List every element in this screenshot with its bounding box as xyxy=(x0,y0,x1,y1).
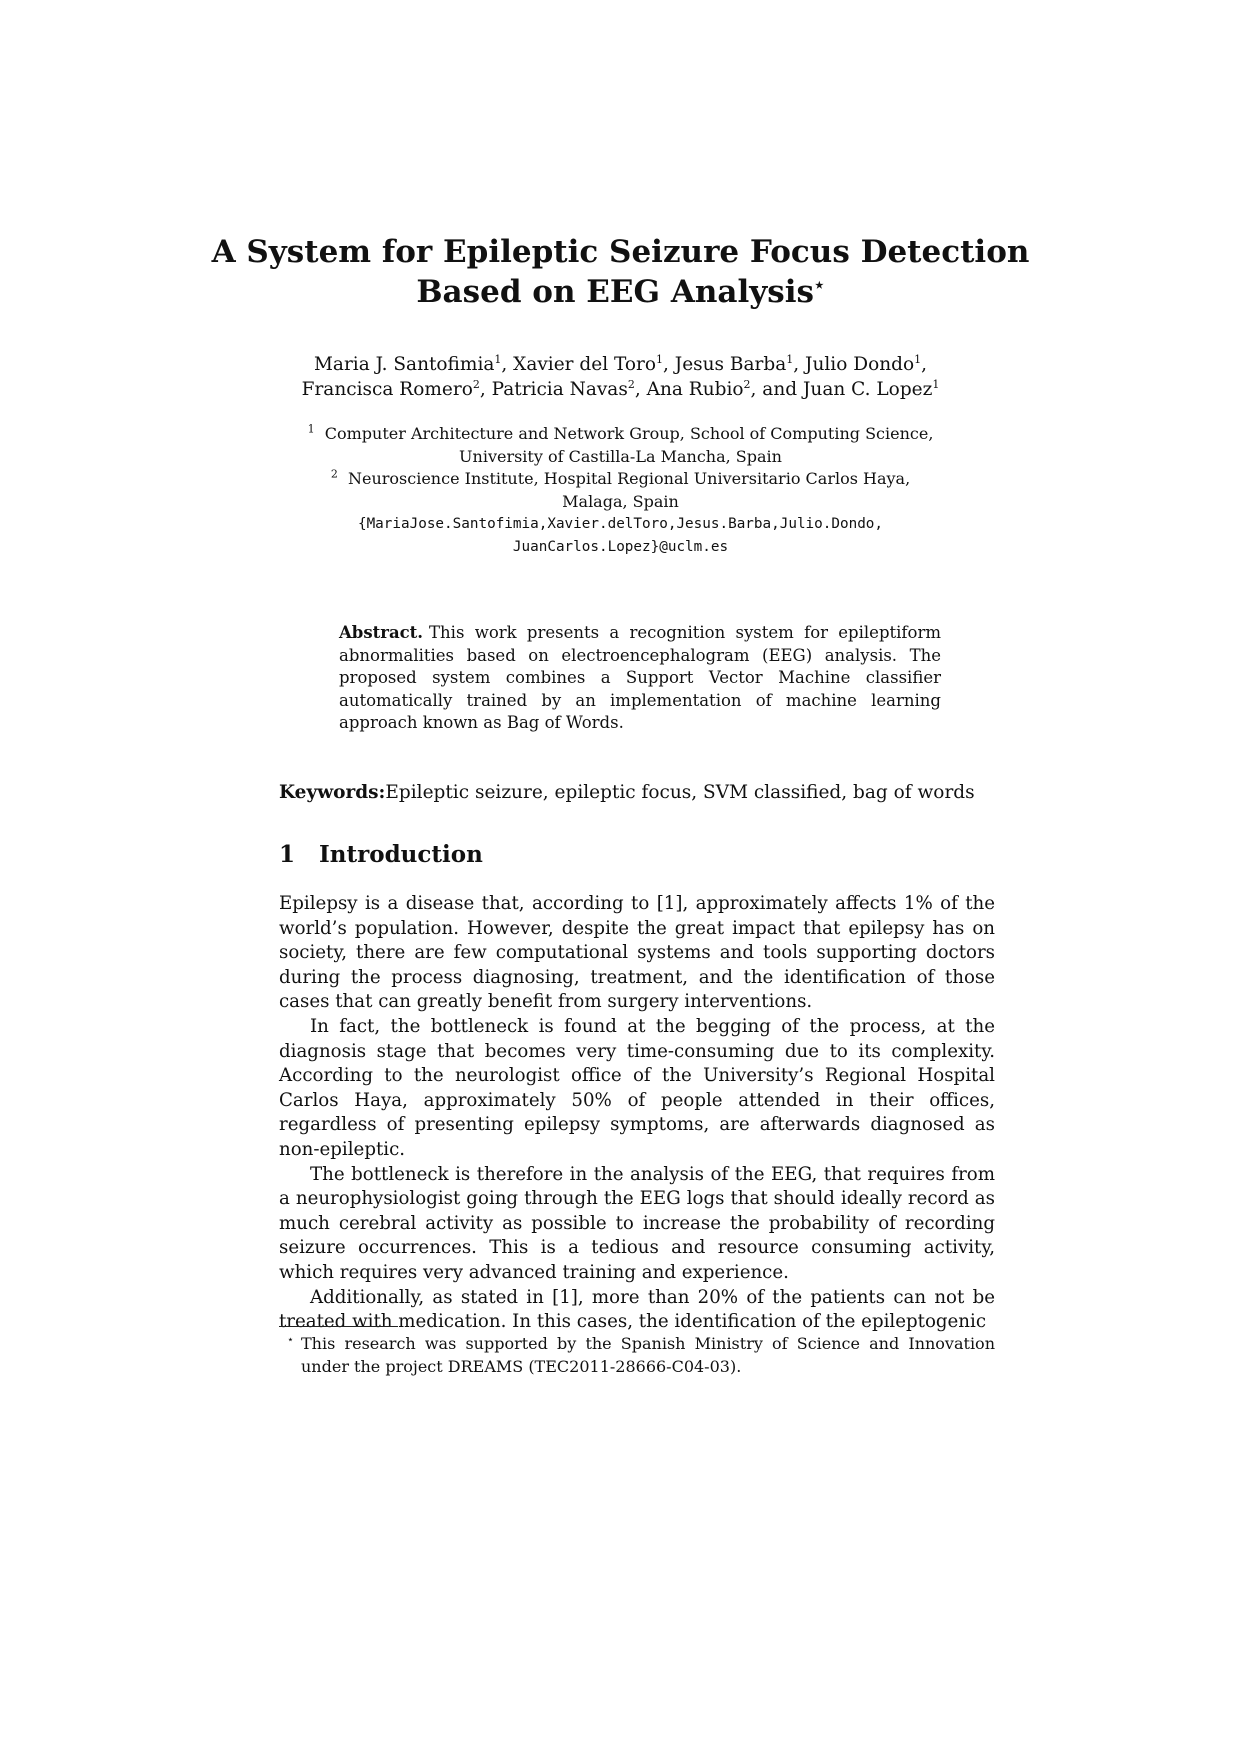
paragraph: The bottleneck is therefore in the analysis of the EEG, that requires from a neurophysiologist going through the EEG logs that should ideally record as much cerebral activity as possible to increase the probability of recording seizure occurrences. This is a tedious and resource consuming activity, which requires very advanced training and experience. xyxy=(279,1163,995,1283)
section-title: Introduction xyxy=(319,841,483,868)
author-list: Maria J. Santofimia$^1$, Xavier del Toro$^1$, Jesus Barba$^1$, Julio Dondo$^1$, Francisca Romero$^2$, Patricia Navas$^2$, Ana Rubio$^2$, and Juan C. Lopez$^1$ xyxy=(301,352,940,400)
author-name: Maria J. Santofimia xyxy=(313,354,495,375)
affiliation-1-number: 1 xyxy=(307,422,315,436)
paragraph: Additionally, as stated in [1], more than 20% of the patients can not be treated with medication. In this cases, the identification of the epileptogenic xyxy=(279,1286,995,1333)
paragraph: In fact, the bottleneck is found at the begging of the process, at the diagnosis stage that becomes very time-consuming due to its complexity. According to the neurologist office of the University’s Regional Hospital Carlos Haya, approximately 50% of people attended in their offices, regardless of presenting epilepsy symptoms, are afterwards diagnosed as non-epileptic. xyxy=(279,1015,995,1160)
abstract-text: This work presents a recognition system for epileptiform abnormalities based on electroencephalogram (EEG) analysis. The proposed system combines a Support Vector Machine classifier automatically trained by an implementation of machine learning approach known as Bag of Words. xyxy=(339,623,941,733)
footnote: ⋆ This research was supported by the Spanish Ministry of Science and Innovation under the project DREAMS (TEC2011-28666-C04-03). xyxy=(287,1332,995,1376)
affiliation-2-line-2: Malaga, Spain xyxy=(562,491,679,511)
title-footnote-marker: ⋆ xyxy=(813,275,825,296)
title-line-2-text: Based on EEG Analysis xyxy=(416,274,814,310)
intro-body xyxy=(279,892,995,1335)
author-name: Ana Rubio xyxy=(646,379,744,400)
keywords-text: Epileptic seizure, epileptic focus, SVM classified, bag of words xyxy=(385,782,975,803)
author-name: Patricia Navas xyxy=(491,379,628,400)
keywords-label: Keywords: xyxy=(279,782,386,803)
author-affiliation: 1 xyxy=(494,352,502,366)
section-heading xyxy=(279,840,483,870)
author-affiliation: 1 xyxy=(656,352,664,366)
abstract xyxy=(339,622,941,735)
author-affiliation: 1 xyxy=(786,352,794,366)
title-line-1: A System for Epileptic Seizure Focus Detection xyxy=(211,234,1030,270)
author-affiliation: 1 xyxy=(932,377,940,391)
email-line-1: {MariaJose.Santofimia,Xavier.delToro,Jesus.Barba,Julio.Dondo, xyxy=(357,516,884,532)
affiliation-2-number: 2 xyxy=(330,467,338,481)
author-affiliation: 1 xyxy=(914,352,922,366)
affiliation-2-line-1 xyxy=(290,468,951,491)
author-name: Julio Dondo xyxy=(805,354,915,375)
paragraph: Epilepsy is a disease that, according to [1], approximately affects 1% of the world’s population. However, despite the great impact that epilepsy has on society, there are few computational systems and tools supporting doctors during the process diagnosing, treatment, and the identification of those cases that can greatly benefit from surgery interventions. xyxy=(279,893,995,1013)
keywords xyxy=(279,780,979,805)
author-affiliation: 2 xyxy=(627,377,635,391)
footnote-rule xyxy=(279,1326,398,1327)
section-number: 1 xyxy=(279,841,296,868)
footnote-text: This research was supported by the Spanish Ministry of Science and Innovation under the project DREAMS (TEC2011-28666-C04-03). xyxy=(301,1334,995,1376)
abstract-label: Abstract. xyxy=(339,623,424,642)
author-name: Francisca Romero xyxy=(301,379,473,400)
affiliation-1-line-2: University of Castilla-La Mancha, Spain xyxy=(459,446,782,466)
paper-title xyxy=(200,232,1041,312)
author-name: Juan C. Lopez xyxy=(802,379,933,400)
author-name: Xavier del Toro xyxy=(513,354,657,375)
affiliation-2-text: Neuroscience Institute, Hospital Regional Universitario Carlos Haya, xyxy=(347,469,911,488)
author-affiliation: 2 xyxy=(472,377,480,391)
affiliations xyxy=(290,423,951,558)
title-line-2 xyxy=(200,272,1041,312)
affiliation-1-text: Computer Architecture and Network Group, School of Computing Science, xyxy=(324,424,934,443)
affiliation-1-line-1 xyxy=(290,423,951,446)
author-affiliation: 2 xyxy=(743,377,751,391)
author-name: Jesus Barba xyxy=(674,354,787,375)
email-line-2: JuanCarlos.Lopez}@uclm.es xyxy=(512,538,729,555)
